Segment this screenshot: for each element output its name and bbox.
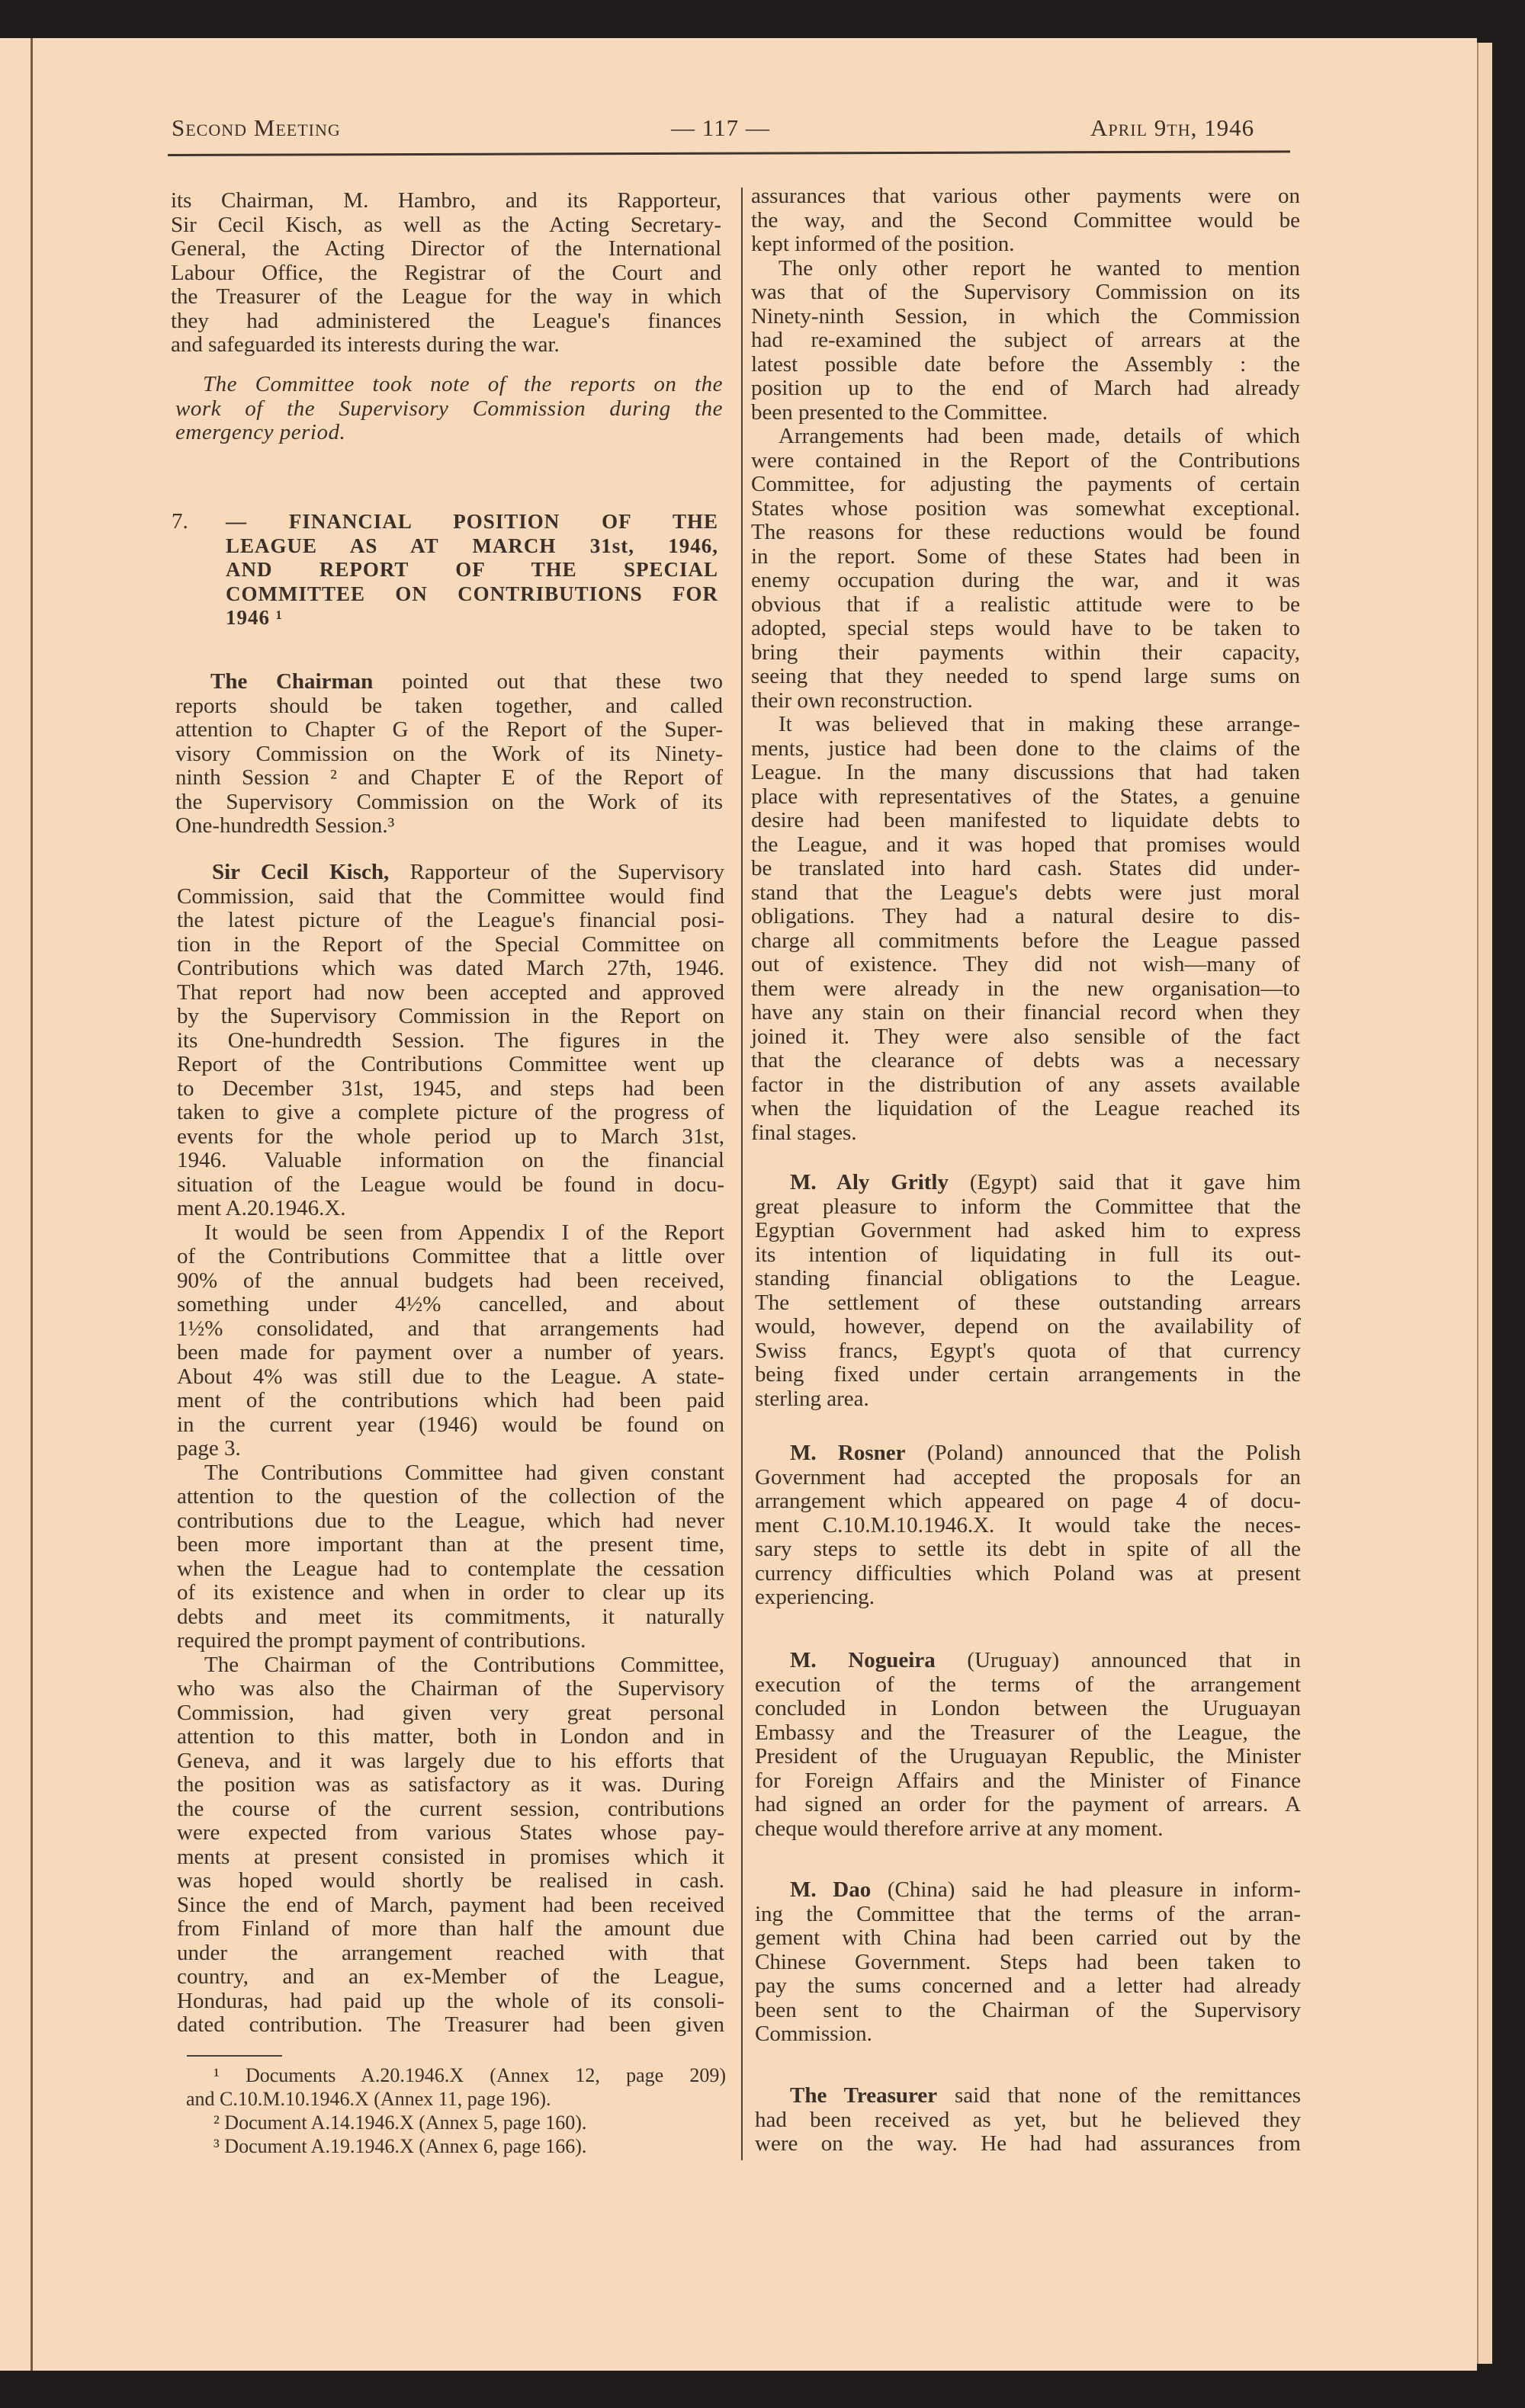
speaker-name: The Chairman xyxy=(210,669,374,694)
text-line: out of existence. They did not wish—many of xyxy=(751,952,1300,976)
text-line: the latest picture of the League's financial posi- xyxy=(177,908,724,932)
paragraph-gritly xyxy=(755,1171,1301,1411)
text-line: stand that the League's debts were just moral xyxy=(751,880,1300,905)
text-line: when the liquidation of the League reached its xyxy=(751,1096,1300,1121)
text-line: were expected from various States whose pay- xyxy=(177,1820,724,1845)
text-line: the League, and it was hoped that promises would xyxy=(751,832,1300,857)
paragraph-justice xyxy=(751,713,1300,1145)
text-line: Labour Office, the Registrar of the Court and xyxy=(171,260,721,285)
section-number: 7. xyxy=(172,509,188,534)
paragraph-other-report xyxy=(751,257,1300,425)
text-line: desire had been manifested to liquidate debts to xyxy=(751,808,1300,832)
speaker-name: M. Nogueira xyxy=(790,1648,936,1672)
text-line: Geneva, and it was largely due to his efforts that xyxy=(177,1748,724,1773)
text-line: enemy occupation during the war, and it was xyxy=(751,568,1300,592)
paragraph-treasurer xyxy=(755,2084,1301,2156)
speaker-name: The Treasurer xyxy=(790,2083,938,2108)
text-line: ment of the contributions which had been paid xyxy=(177,1388,724,1412)
text-line: The Chairman pointed out that these two xyxy=(210,669,723,694)
text-line: joined it. They were also sensible of the fact xyxy=(751,1024,1300,1049)
paragraph-continued xyxy=(751,184,1300,257)
paragraph-kisch xyxy=(177,861,724,1221)
text-line: sary steps to settle its debt in spite of all the xyxy=(755,1537,1301,1561)
text-line: ing the Committee that the terms of the arran- xyxy=(755,1901,1301,1926)
text-line: when the League had to contemplate the cessation xyxy=(177,1556,724,1581)
text-line: That report had now been accepted and approved xyxy=(177,980,724,1005)
text-line: standing financial obligations to the League. xyxy=(755,1266,1301,1291)
text-line: the Supervisory Commission on the Work of its xyxy=(175,789,723,814)
text-line: currency difficulties which Poland was at present xyxy=(755,1560,1301,1586)
text-line: something under 4½% cancelled, and about xyxy=(177,1292,724,1316)
text-line: League. In the many discussions that had taken xyxy=(751,760,1300,784)
text-line: Commission. xyxy=(755,2022,872,2046)
text-line: Arrangements had been made, details of which xyxy=(779,424,1300,448)
text-line: ment A.20.1946.X. xyxy=(177,1196,346,1220)
text-line: concluded in London between the Uruguayan xyxy=(755,1696,1301,1720)
text-line: The reasons for these reductions would be found xyxy=(751,520,1300,544)
text-line: and safeguarded its interests during the war. xyxy=(171,332,560,357)
text-line: execution of the terms of the arrangement xyxy=(755,1672,1301,1697)
text-line: its Chairman, M. Hambro, and its Rapporteur, xyxy=(171,188,721,213)
text-line: ² Document A.14.1946.X (Annex 5, page 160). xyxy=(214,2111,587,2134)
paragraph-arrangements xyxy=(751,425,1300,713)
text-line: that the clearance of debts was a necessary xyxy=(751,1048,1300,1073)
running-header-date: April 9th, 1946 xyxy=(1090,114,1255,141)
text-line: The Committee took note of the reports on the xyxy=(203,372,723,396)
text-line: country, and an ex-Member of the League, xyxy=(177,1964,724,1989)
text-line: latest possible date before the Assembly : the xyxy=(751,351,1300,377)
book-gutter-line xyxy=(30,38,33,2371)
text-line: 1½% consolidated, and that arrangements had xyxy=(177,1316,724,1341)
text-line: The settlement of these outstanding arrears xyxy=(755,1290,1301,1315)
text-line: bring their payments within their capacity, xyxy=(751,640,1300,665)
speaker-name: M. Rosner xyxy=(790,1441,906,1465)
text-line: were contained in the Report of the Contributions xyxy=(751,447,1300,473)
text-line: had signed an order for the payment of arrears. A xyxy=(755,1792,1301,1816)
text-line: in the report. Some of these States had been in xyxy=(751,543,1300,569)
text-line: the position was as satisfactory as it was. During xyxy=(177,1772,724,1797)
text-line: its One-hundredth Session. The figures in the xyxy=(177,1028,724,1053)
text-line: Government had accepted the proposals for an xyxy=(755,1464,1301,1489)
text-line: place with representatives of the States, a genuine xyxy=(751,784,1300,809)
text-line: tion in the Report of the Special Committee on xyxy=(177,931,724,957)
text-line: being fixed under certain arrangements in the xyxy=(755,1362,1301,1387)
text-line: final stages. xyxy=(751,1120,857,1145)
text-line: gement with China had been carried out by the xyxy=(755,1925,1301,1950)
text-line: The Contributions Committee had given constant xyxy=(204,1460,724,1485)
paragraph-collection xyxy=(177,1461,724,1653)
page-number: — 117 — xyxy=(671,114,770,141)
text-line: been made for payment over a number of years. xyxy=(177,1340,724,1364)
text-line: The Chairman of the Contributions Committee, xyxy=(204,1652,724,1677)
text-line: attention to Chapter G of the Report of the Super- xyxy=(175,717,723,742)
text-line: by the Supervisory Commission in the Report on xyxy=(177,1004,724,1028)
text-line: be translated into hard cash. States did under- xyxy=(751,856,1300,880)
text-line: ment C.10.M.10.1946.X. It would take the neces- xyxy=(755,1512,1301,1537)
text-line: Swiss francs, Egypt's quota of that currency xyxy=(755,1338,1301,1363)
text-line: been sent to the Chairman of the Supervisory xyxy=(755,1997,1301,2022)
text-line: AND REPORT OF THE SPECIAL xyxy=(226,558,718,581)
text-line: of the Contributions Committee that a little over xyxy=(177,1244,724,1268)
text-line: position up to the end of March had already xyxy=(751,376,1300,400)
text-line: experiencing. xyxy=(755,1585,875,1609)
text-line: factor in the distribution of any assets available xyxy=(751,1072,1300,1097)
footnotes xyxy=(186,2063,726,2158)
text-line: events for the whole period up to March 31st, xyxy=(177,1124,724,1149)
footnote-rule xyxy=(187,2055,282,2057)
text-line: their own reconstruction. xyxy=(751,688,973,713)
paragraph-rosner xyxy=(755,1441,1301,1610)
text-line: States whose position was somewhat exceptional. xyxy=(751,495,1300,521)
text-line: attention to the question of the collection of the xyxy=(177,1484,724,1509)
text-line: ¹ Documents A.20.1946.X (Annex 12, page 209) xyxy=(214,2064,726,2086)
text-line: would, however, depend on the availability of xyxy=(755,1314,1301,1339)
text-line: LEAGUE AS AT MARCH 31st, 1946, xyxy=(226,534,718,557)
text-line: One-hundredth Session.³ xyxy=(175,813,395,838)
text-line: It was believed that in making these arrange- xyxy=(779,712,1300,736)
text-line: M. Nogueira (Uruguay) announced that in xyxy=(790,1648,1301,1672)
text-line: M. Aly Gritly (Egypt) said that it gave him xyxy=(790,1170,1301,1194)
text-line: contributions due to the League, which had never xyxy=(177,1508,724,1533)
text-line: sterling area. xyxy=(755,1386,869,1411)
text-line: were on the way. He had had assurances from xyxy=(755,2131,1301,2156)
text-line: ments at present consisted in promises which it xyxy=(177,1844,724,1869)
text-line: had re-examined the subject of arrears at the xyxy=(751,328,1300,352)
text-line: seeing that they needed to spend large sums on xyxy=(751,664,1300,688)
text-line: to December 31st, 1945, and steps had been xyxy=(177,1076,724,1101)
text-line: been presented to the Committee. xyxy=(751,399,1048,425)
text-line: pay the sums concerned and a letter had already xyxy=(755,1974,1301,1998)
text-line: work of the Supervisory Commission during the xyxy=(175,396,723,421)
text-line: Sir Cecil Kisch, as well as the Acting Secretary- xyxy=(171,212,721,237)
text-line: Honduras, had paid up the whole of its consoli- xyxy=(177,1988,724,2013)
text-line: attention to this matter, both in London and in xyxy=(177,1724,724,1749)
text-line: for Foreign Affairs and the Minister of Finance xyxy=(755,1768,1301,1793)
text-line: the Treasurer of the League for the way in which xyxy=(171,284,721,309)
text-line: ³ Document A.19.1946.X (Annex 6, page 166). xyxy=(214,2135,587,2157)
text-line: — FINANCIAL POSITION OF THE xyxy=(226,510,718,533)
text-line: assurances that various other payments were on xyxy=(751,184,1300,208)
text-line: The Treasurer said that none of the remittances xyxy=(790,2083,1301,2108)
page-edge xyxy=(1477,43,1492,2364)
text-line: have any stain on their financial record when they xyxy=(751,1000,1300,1024)
text-line: Commission, said that the Committee would find xyxy=(177,883,724,909)
text-line: obvious that if a realistic attitude were to be xyxy=(751,592,1300,617)
text-line: and C.10.M.10.1946.X (Annex 11, page 196). xyxy=(186,2088,551,2110)
text-line: Embassy and the Treasurer of the League, the xyxy=(755,1720,1301,1745)
text-line: emergency period. xyxy=(175,420,346,444)
text-line: its intention of liquidating in full its out- xyxy=(755,1242,1301,1267)
text-line: been more important than at the present time, xyxy=(177,1532,724,1557)
text-line: in the current year (1946) would be found on xyxy=(177,1412,724,1437)
text-line: Committee, for adjusting the payments of certain xyxy=(751,472,1300,496)
text-line: Commission, had given very great personal xyxy=(177,1700,724,1725)
text-line: dated contribution. The Treasurer had been given xyxy=(177,2012,724,2037)
section-heading xyxy=(226,510,718,630)
text-line: reports should be taken together, and called xyxy=(175,693,723,718)
text-line: Egyptian Government had asked him to express xyxy=(755,1218,1301,1242)
text-line: them were already in the new organisation—to xyxy=(751,976,1300,1001)
text-line: Since the end of March, payment had been received xyxy=(177,1892,724,1917)
column-divider xyxy=(741,188,743,2160)
text-line: they had administered the League's finances xyxy=(171,308,721,333)
committee-resolution xyxy=(175,373,723,445)
text-line: Chinese Government. Steps had been taken to xyxy=(755,1949,1301,1974)
text-line: M. Dao (China) said he had pleasure in inform- xyxy=(790,1877,1301,1902)
text-line: 1946. Valuable information on the financial xyxy=(177,1148,724,1172)
text-line: required the prompt payment of contributions. xyxy=(177,1628,586,1653)
text-line: cheque would therefore arrive at any moment. xyxy=(755,1816,1164,1841)
text-line: charge all commitments before the League passed xyxy=(751,928,1300,953)
text-line: Ninety-ninth Session, in which the Commission xyxy=(751,303,1300,329)
text-line: General, the Acting Director of the International xyxy=(171,236,721,261)
speaker-name: M. Dao xyxy=(790,1877,872,1902)
text-line: from Finland of more than half the amount due xyxy=(177,1916,724,1941)
text-line: COMMITTEE ON CONTRIBUTIONS FOR xyxy=(226,582,718,605)
text-line: taken to give a complete picture of the progress of xyxy=(177,1100,724,1124)
text-line: kept informed of the position. xyxy=(751,232,1015,256)
text-line: visory Commission on the Work of its Ninety- xyxy=(175,741,723,766)
text-line: great pleasure to inform the Committee that the xyxy=(755,1194,1301,1219)
text-line: arrangement which appeared on page 4 of docu- xyxy=(755,1489,1301,1513)
text-line: under the arrangement reached with that xyxy=(177,1940,724,1965)
text-line: 90% of the annual budgets had been received, xyxy=(177,1268,724,1293)
text-line: President of the Uruguayan Republic, the Minister xyxy=(755,1744,1301,1768)
text-line: Report of the Contributions Committee went up xyxy=(177,1052,724,1076)
speaker-name: Sir Cecil Kisch, xyxy=(212,860,390,884)
text-line: the way, and the Second Committee would be xyxy=(751,207,1300,232)
paragraph-appendix xyxy=(177,1221,724,1461)
speaker-name: M. Aly Gritly xyxy=(790,1170,949,1194)
text-line: was that of the Supervisory Commission on its xyxy=(751,280,1300,304)
paragraph-chairman-contributions xyxy=(177,1653,724,2038)
text-line: ments, justice had been done to the claims of the xyxy=(751,736,1300,761)
text-line: obligations. They had a natural desire to dis- xyxy=(751,904,1300,928)
text-line: had been received as yet, but he believed they xyxy=(755,2107,1301,2132)
text-line: ninth Session ² and Chapter E of the Report of xyxy=(175,765,723,790)
text-line: 1946 ¹ xyxy=(226,606,283,629)
paragraph-intro xyxy=(171,189,721,358)
text-line: the course of the current session, contributions xyxy=(177,1796,724,1821)
running-header-meeting: Second Meeting xyxy=(172,114,341,141)
text-line: who was also the Chairman of the Supervisory xyxy=(177,1676,724,1701)
text-line: M. Rosner (Poland) announced that the Polish xyxy=(790,1441,1301,1465)
paragraph-dao xyxy=(755,1878,1301,2047)
text-line: debts and meet its commitments, it naturally xyxy=(177,1604,724,1629)
text-line: adopted, special steps would have to be taken to xyxy=(751,616,1300,640)
text-line: situation of the League would be found in docu- xyxy=(177,1172,724,1197)
left-flow xyxy=(177,861,724,2038)
text-line: was hoped would shortly be realised in cash. xyxy=(177,1868,724,1893)
paragraph-chairman xyxy=(175,670,723,838)
text-line: page 3. xyxy=(177,1436,241,1461)
text-line: Sir Cecil Kisch, Rapporteur of the Supervisory xyxy=(212,860,725,884)
text-line: It would be seen from Appendix I of the Report xyxy=(204,1220,724,1245)
paragraph-nogueira xyxy=(755,1649,1301,1841)
text-line: About 4% was still due to the League. A state- xyxy=(177,1364,724,1389)
text-line: of its existence and when in order to clear up its xyxy=(177,1580,724,1605)
text-line: The only other report he wanted to mention xyxy=(779,255,1300,281)
right-flow xyxy=(751,184,1300,1145)
text-line: Contributions which was dated March 27th, 1946. xyxy=(177,956,724,980)
